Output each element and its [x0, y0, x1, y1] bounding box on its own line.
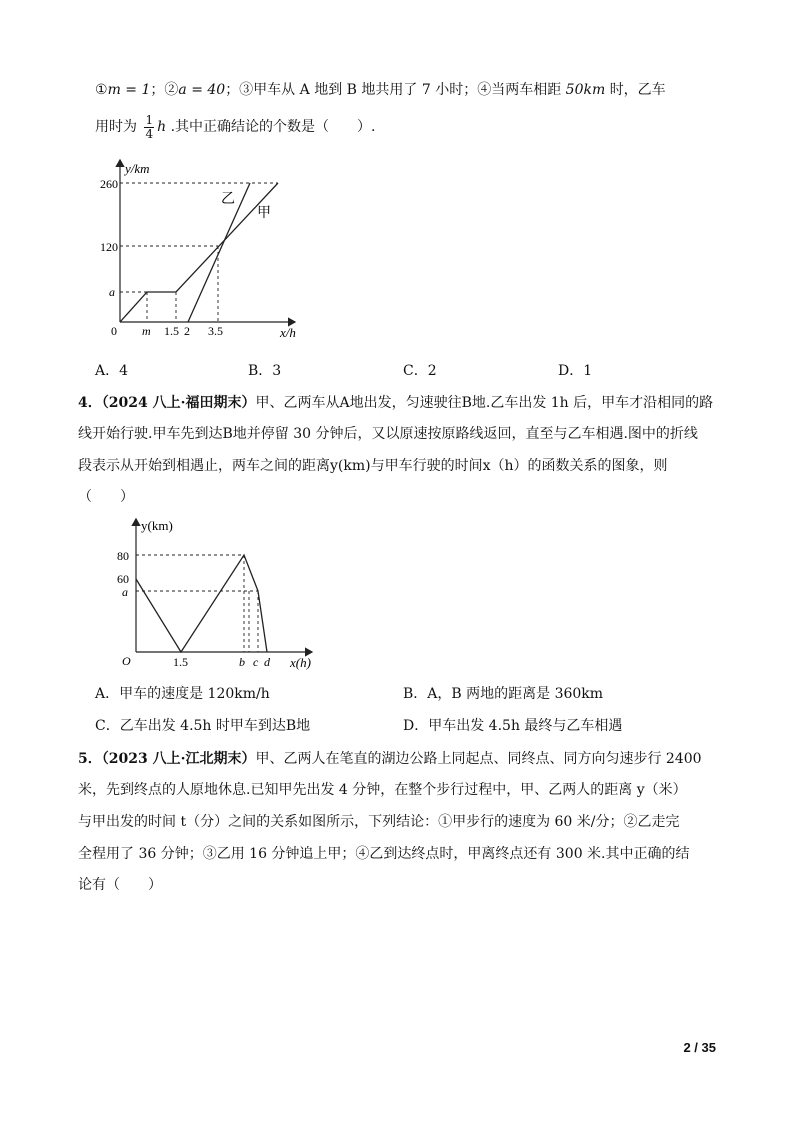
q3-label-yi: 乙: [221, 192, 235, 207]
q3-y-axis-label: y/km: [125, 161, 150, 176]
q4-y-tick: 80: [117, 549, 129, 563]
q4-y-tick: a: [122, 585, 128, 599]
q4-option-c[interactable]: C．乙车出发 4.5h 时甲车到达B地: [95, 718, 311, 734]
q3-option-d[interactable]: D．1: [558, 363, 593, 379]
q4-statement-line2: 线开始行驶.甲车先到达B地并停留 30 分钟后，又以原速按原路线返回，直至与乙车相遇.图中的折线: [78, 426, 698, 442]
q3-text: .其中正确结论的个数是（ ）.: [170, 119, 376, 135]
q3-graph: [100, 155, 315, 345]
q3-x-tick: 2: [184, 324, 190, 338]
q4-y-axis-label: y(km): [141, 518, 173, 533]
question-number: 5．: [78, 751, 102, 767]
q4-option-a[interactable]: A．甲车的速度是 120km/h: [95, 686, 270, 702]
q4-statement-line4: （ ）: [78, 489, 134, 505]
q4-graph: [112, 515, 327, 675]
question-source: （2024 八上·福田期末）: [101, 395, 256, 411]
q3-x-axis-label: x/h: [280, 325, 296, 340]
q3-math-a: a = 40: [178, 82, 226, 98]
q3-line-jia: [120, 183, 278, 322]
q4-text: 甲、乙两车从A地出发，匀速驶往B地.乙车出发 1h 后，甲车才沿相同的路: [255, 395, 714, 411]
q3-x-tick: m: [142, 324, 151, 338]
q3-text: ；②: [150, 82, 179, 98]
fraction-numerator: 1: [145, 112, 154, 127]
fraction-denominator: 4: [145, 126, 154, 141]
q3-option-c[interactable]: C．2: [403, 363, 437, 379]
q5-statement-line3: 与甲出发的时间 t（分）之间的关系如图所示，下列结论：①甲步行的速度为 60 米/分；②乙走完: [78, 814, 680, 830]
q3-text: 用时为: [95, 119, 137, 135]
q3-math-dist: 50km: [565, 82, 606, 98]
question-source: （2023 八上·江北期末）: [101, 751, 256, 767]
q5-statement-line2: 米，先到终点的人原地休息.已知甲先出发 4 分钟，在整个步行过程中，甲、乙两人的距离 y（米）: [78, 782, 687, 798]
q4-option-b[interactable]: B．A，B 两地的距离是 360km: [403, 686, 604, 702]
q4-origin-label: O: [122, 654, 131, 668]
q3-line-yi: [188, 183, 250, 322]
q5-text: 甲、乙两人在笔直的湖边公路上同起点、同终点、同方向匀速步行 2400: [255, 751, 702, 767]
q3-x-tick: 3.5: [208, 324, 223, 338]
q4-option-d[interactable]: D．甲车出发 4.5h 最终与乙车相遇: [403, 718, 623, 734]
q3-text: 时，乙车: [609, 82, 666, 98]
q4-x-tick: 1.5: [173, 655, 188, 669]
q4-x-tick: d: [264, 655, 270, 669]
fraction: [144, 114, 154, 141]
page-number: 2 / 35: [683, 1040, 716, 1055]
q3-statement-line2: [95, 112, 375, 142]
q3-origin-label: 0: [111, 324, 117, 338]
q3-label-jia: 甲: [257, 206, 271, 221]
fraction-unit: h: [157, 119, 167, 135]
q3-statement-line1: [95, 80, 666, 100]
q4-x-axis-label: x(h): [290, 655, 311, 670]
q4-statement-line1: [78, 393, 713, 413]
q4-distance-polyline: [136, 555, 267, 652]
q3-text: ；③甲车从 A 地到 B 地共用了 7 小时；④当两车相距: [225, 82, 562, 98]
q3-text: ①: [95, 82, 108, 98]
q5-statement-line4: 全程用了 36 分钟；③乙用 16 分钟追上甲；④乙到达终点时，甲离终点还有 300 米.其中正确的结: [78, 846, 690, 862]
q3-option-b[interactable]: B．3: [248, 363, 282, 379]
q4-guide-lines: [136, 555, 258, 652]
q5-statement-line5: 论有（ ）: [78, 877, 162, 893]
q4-statement-line3: 段表示从开始到相遇止，两车之间的距离y(km)与甲车行驶的时间x（h）的函数关系的图象，则: [78, 458, 668, 474]
q3-y-tick: 260: [100, 177, 118, 191]
question-number: 4．: [78, 395, 102, 411]
q4-x-tick: c: [253, 655, 259, 669]
q4-y-tick: 60: [117, 572, 129, 586]
q3-math-m: m = 1: [107, 82, 151, 98]
q4-x-tick: b: [239, 655, 245, 669]
q3-x-tick: 1.5: [164, 324, 179, 338]
q3-y-tick: a: [109, 285, 115, 299]
q5-statement-line1: [78, 749, 702, 769]
q3-guide-lines: [120, 183, 278, 322]
q3-y-tick: 120: [100, 240, 118, 254]
q3-option-a[interactable]: A．4: [95, 363, 129, 379]
